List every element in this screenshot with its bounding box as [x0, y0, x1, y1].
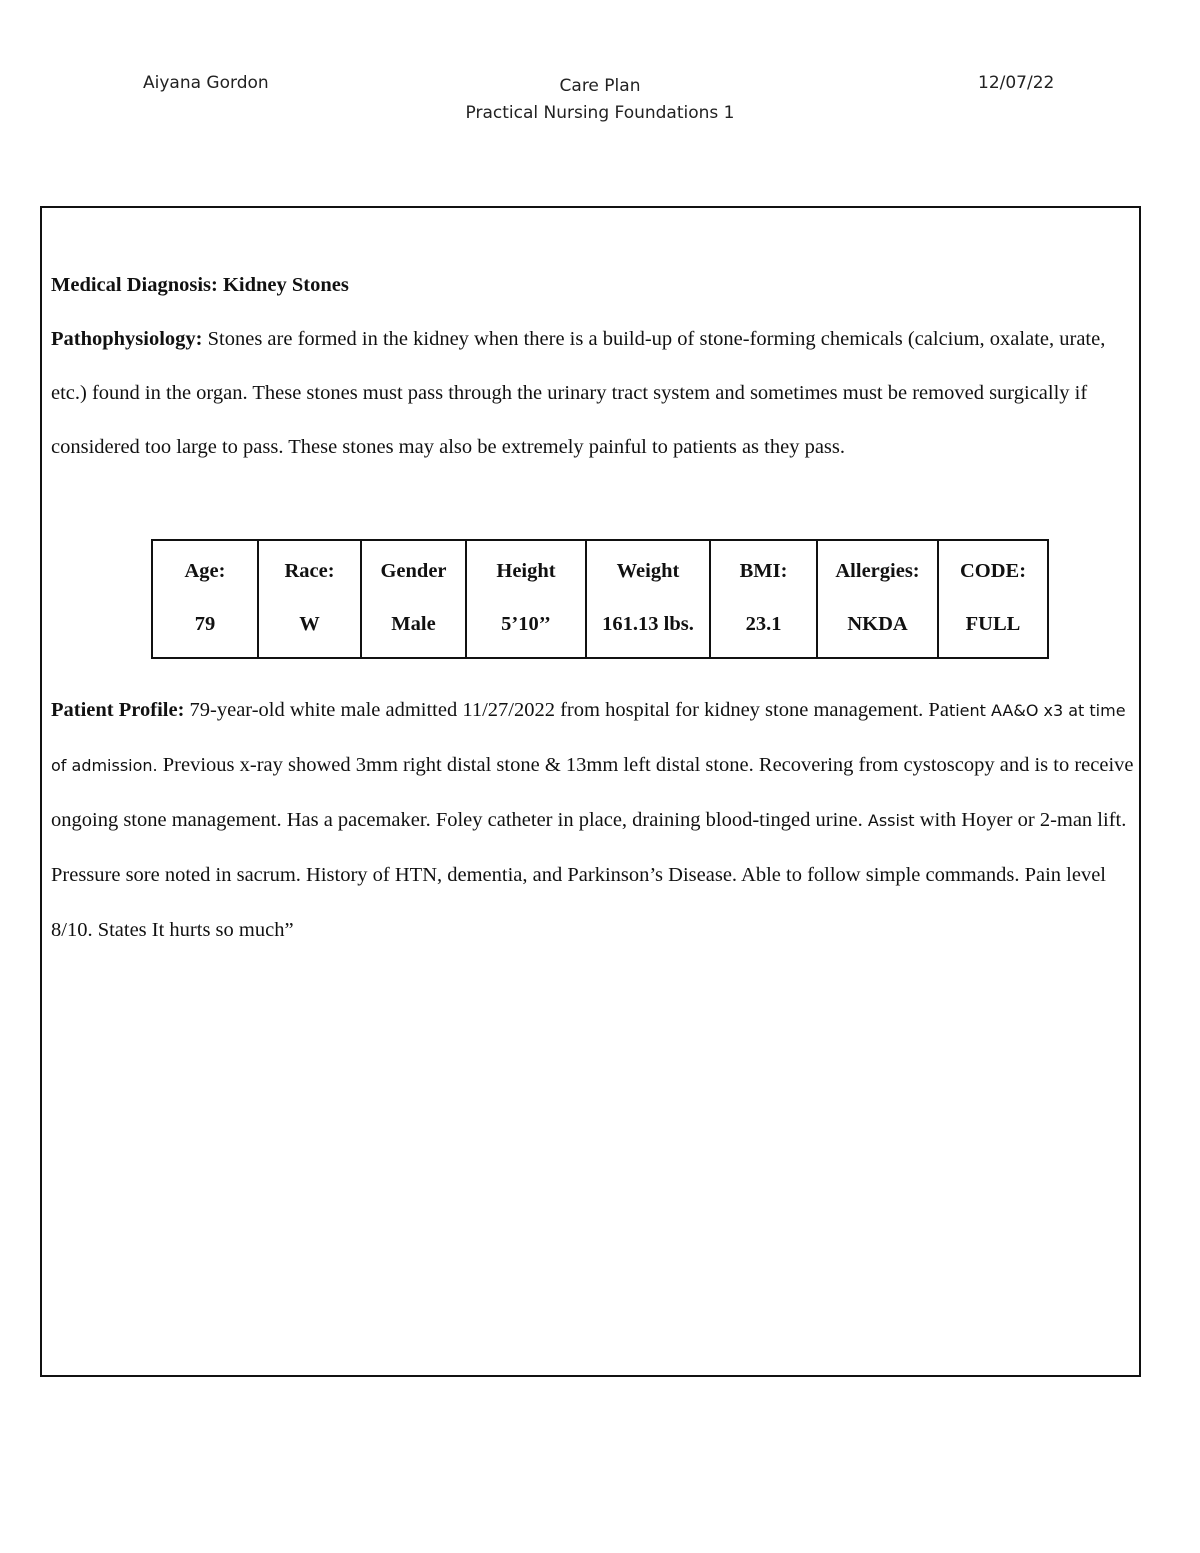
vitals-cell-age: [152, 540, 258, 658]
vitals-label: Height: [496, 560, 556, 582]
vitals-label: Gender: [380, 560, 447, 582]
author-name: Aiyana Gordon: [143, 73, 269, 93]
vitals-value: NKDA: [847, 613, 908, 635]
vitals-label: Allergies:: [835, 560, 920, 582]
vitals-cell-weight: [586, 540, 710, 658]
vitals-label: Weight: [616, 560, 680, 582]
patient-profile-text-c: with Hoyer or 2-man lift. Pressure sore noted in sacrum. History of HTN, dementia, and Parkinson’s Disease. Able to follow simple commands. Pain level 8/10. States It hurts so much”: [51, 809, 1127, 941]
vitals-label: BMI:: [739, 560, 788, 582]
vitals-value: FULL: [965, 613, 1021, 635]
document-title: Care Plan: [559, 76, 641, 96]
vitals-value: 5’10’’: [501, 613, 551, 635]
vitals-value: 161.13 lbs.: [602, 613, 694, 635]
medical-diagnosis: Medical Diagnosis: Kidney Stones: [51, 274, 349, 296]
vitals-label: Age:: [184, 560, 226, 582]
vitals-value: 23.1: [745, 613, 782, 635]
patient-vitals-table: [151, 539, 1049, 659]
vitals-label: Race:: [284, 560, 335, 582]
pathophysiology-paragraph: [51, 312, 1141, 474]
vitals-label: CODE:: [959, 560, 1027, 582]
patient-profile-sans-a: tient AA&O x3 at time of admission.: [51, 701, 1126, 775]
pathophysiology-text: Stones are formed in the kidney when there is a build-up of stone-forming chemicals (calcium, oxalate, urate, etc.) found in the organ. These stones must pass through the urinary tract system and sometimes must be removed surgically if considered too large to pass. These stones may also be extremely painful to patients as they pass.: [51, 328, 1106, 458]
vitals-cell-height: [466, 540, 586, 658]
care-plan-body: [51, 258, 1141, 474]
vitals-cell-allergies: [817, 540, 938, 658]
vitals-value: W: [299, 613, 320, 635]
patient-profile-sans-b: Assist: [867, 811, 915, 830]
course-name: Practical Nursing Foundations 1: [465, 103, 735, 123]
vitals-cell-race: [258, 540, 361, 658]
pathophysiology-label: Pathophysiology:: [51, 328, 203, 350]
patient-profile-label: Patient Profile:: [51, 699, 185, 721]
vitals-cell-code: [938, 540, 1048, 658]
vitals-row: [152, 540, 1048, 658]
vitals-value: 79: [194, 613, 216, 635]
patient-profile-text-b: Previous x-ray showed 3mm right distal stone & 13mm left distal stone. Recovering from cystoscopy and is to receive ongoing stone management. Has a pacemaker. Foley catheter in place, draining blood-tinged urine.: [51, 754, 1134, 831]
vitals-cell-bmi: [710, 540, 817, 658]
vitals-cell-gender: [361, 540, 466, 658]
patient-profile: [51, 683, 1141, 958]
vitals-value: Male: [391, 613, 436, 635]
document-date: 12/07/22: [978, 73, 1055, 93]
patient-profile-text-a: 79-year-old white male admitted 11/27/2022 from hospital for kidney stone management. Pa: [189, 699, 949, 721]
